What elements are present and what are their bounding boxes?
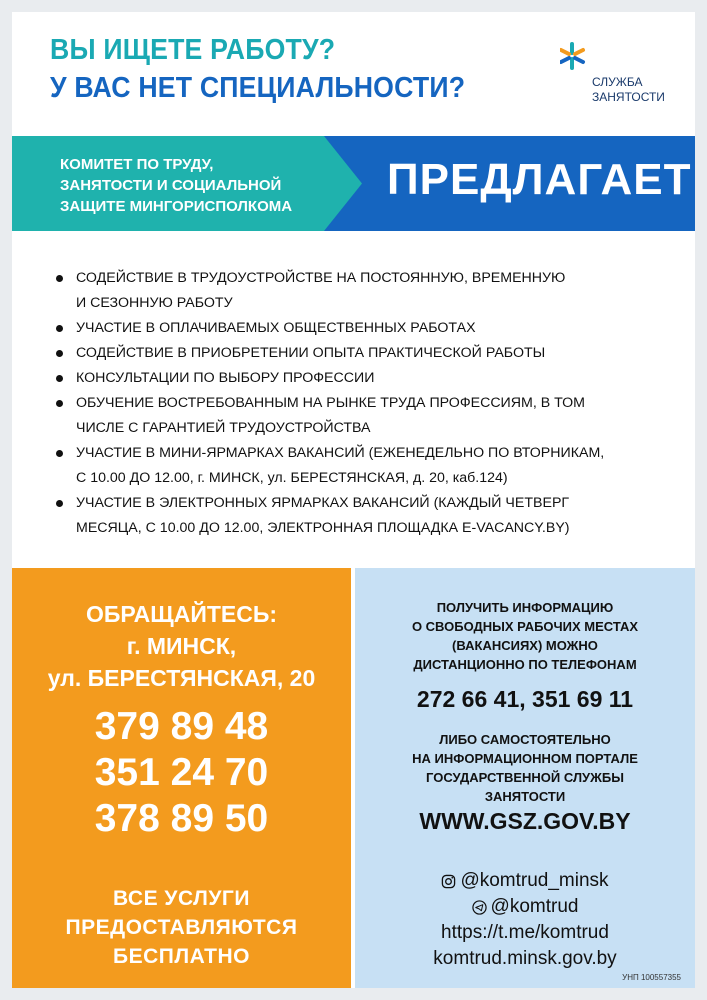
service-line: МЕСЯЦА, С 10.00 ДО 12.00, ЭЛЕКТРОННАЯ ПЛОЩАДКА E-VACANCY.BY) xyxy=(76,520,570,536)
logo-text-line1: СЛУЖБА xyxy=(592,75,643,89)
phone-number: 379 89 48 xyxy=(94,705,269,748)
social-links xyxy=(355,868,695,972)
headline-question-1: ВЫ ИЩЕТЕ РАБОТУ? xyxy=(50,34,336,66)
info-line: О СВОБОДНЫХ РАБОЧИХ МЕСТАХ xyxy=(411,619,639,634)
logo-text xyxy=(592,75,665,105)
free-line3: БЕСПЛАТНО xyxy=(112,945,251,968)
committee-line3: ЗАЩИТЕ МИНГОРИСПОЛКОМА xyxy=(60,198,293,215)
contact-phones xyxy=(12,704,351,842)
contact-heading: ОБРАЩАЙТЕСЬ: xyxy=(85,601,278,627)
committee-name xyxy=(60,154,350,217)
unp-number: УНП 100557355 xyxy=(622,973,681,982)
service-line: ОБУЧЕНИЕ ВОСТРЕБОВАННЫМ НА РЫНКЕ ТРУДА ПРОФЕССИЯМ, В ТОМ xyxy=(76,395,585,411)
portal-line: ЗАНЯТОСТИ xyxy=(484,789,566,804)
service-line: УЧАСТИЕ В ОПЛАЧИВАЕМЫХ ОБЩЕСТВЕННЫХ РАБОТАХ xyxy=(76,320,476,336)
service-line: И СЕЗОННУЮ РАБОТУ xyxy=(76,295,233,311)
phone-number: 351 24 70 xyxy=(94,751,269,794)
portal-line: НА ИНФОРМАЦИОННОМ ПОРТАЛЕ xyxy=(412,751,638,766)
committee-line2: ЗАНЯТОСТИ И СОЦИАЛЬНОЙ xyxy=(60,177,282,194)
poster xyxy=(12,12,695,988)
instagram-link[interactable] xyxy=(355,868,695,894)
website-link[interactable]: komtrud.minsk.gov.by xyxy=(433,948,617,969)
telegram-link[interactable] xyxy=(355,894,695,920)
info-line: ДИСТАНЦИОННО ПО ТЕЛЕФОНАМ xyxy=(413,657,637,672)
free-line1: ВСЕ УСЛУГИ xyxy=(113,887,250,910)
instagram-handle: @komtrud_minsk xyxy=(460,870,609,891)
service-line: СОДЕЙСТВИЕ В ПРИОБРЕТЕНИИ ОПЫТА ПРАКТИЧЕСКОЙ РАБОТЫ xyxy=(76,345,546,361)
service-item xyxy=(50,316,690,341)
service-line: УЧАСТИЕ В ЭЛЕКТРОННЫХ ЯРМАРКАХ ВАКАНСИЙ (КАЖДЫЙ ЧЕТВЕРГ xyxy=(76,495,570,511)
service-line: ЧИСЛЕ С ГАРАНТИЕЙ ТРУДОУСТРОЙСТВА xyxy=(76,420,371,436)
headline-question-2: У ВАС НЕТ СПЕЦИАЛЬНОСТИ? xyxy=(50,72,466,104)
contact-city: г. МИНСК, xyxy=(126,633,237,659)
portal-site-link[interactable]: WWW.GSZ.GOV.BY xyxy=(419,808,631,834)
telegram-handle: @komtrud xyxy=(490,896,579,917)
instagram-icon xyxy=(441,874,456,889)
portal-line: ЛИБО САМОСТОЯТЕЛЬНО xyxy=(439,732,611,747)
remote-info-box xyxy=(355,568,695,988)
phone-number: 378 89 50 xyxy=(94,797,269,840)
service-item xyxy=(50,491,690,541)
logo-text-line2: ЗАНЯТОСТИ xyxy=(592,90,665,104)
service-line: СОДЕЙСТВИЕ В ТРУДОУСТРОЙСТВЕ НА ПОСТОЯННУЮ, ВРЕМЕННУЮ xyxy=(76,270,566,286)
service-item xyxy=(50,441,690,491)
service-item xyxy=(50,391,690,441)
remote-phones: 272 66 41, 351 69 11 xyxy=(416,686,634,712)
portal-info-text xyxy=(355,730,695,806)
service-line: С 10.00 ДО 12.00, г. МИНСК, ул. БЕРЕСТЯНСКАЯ, д. 20, каб.124) xyxy=(76,470,508,486)
free-line2: ПРЕДОСТАВЛЯЮТСЯ xyxy=(65,916,298,939)
info-line: ПОЛУЧИТЬ ИНФОРМАЦИЮ xyxy=(436,600,614,615)
service-line: УЧАСТИЕ В МИНИ-ЯРМАРКАХ ВАКАНСИЙ (ЕЖЕНЕДЕЛЬНО ПО ВТОРНИКАМ, xyxy=(76,445,605,461)
contact-address xyxy=(12,598,351,694)
remote-info-text xyxy=(355,598,695,674)
telegram-icon xyxy=(472,900,487,915)
free-services-note xyxy=(12,884,351,971)
info-line: (ВАКАНСИЯХ) МОЖНО xyxy=(452,638,598,653)
offers-heading: ПРЕДЛАГАЕТ xyxy=(387,155,692,204)
service-item xyxy=(50,341,690,366)
service-line: КОНСУЛЬТАЦИИ ПО ВЫБОРУ ПРОФЕССИИ xyxy=(76,370,375,386)
contact-box xyxy=(12,568,351,988)
portal-line: ГОСУДАРСТВЕННОЙ СЛУЖБЫ xyxy=(426,770,624,785)
service-item xyxy=(50,266,690,316)
committee-line1: КОМИТЕТ ПО ТРУДУ, xyxy=(60,156,214,173)
contact-street: ул. БЕРЕСТЯНСКАЯ, 20 xyxy=(47,665,316,691)
service-item xyxy=(50,366,690,391)
services-list xyxy=(50,266,690,541)
telegram-url-link[interactable]: https://t.me/komtrud xyxy=(441,922,609,943)
